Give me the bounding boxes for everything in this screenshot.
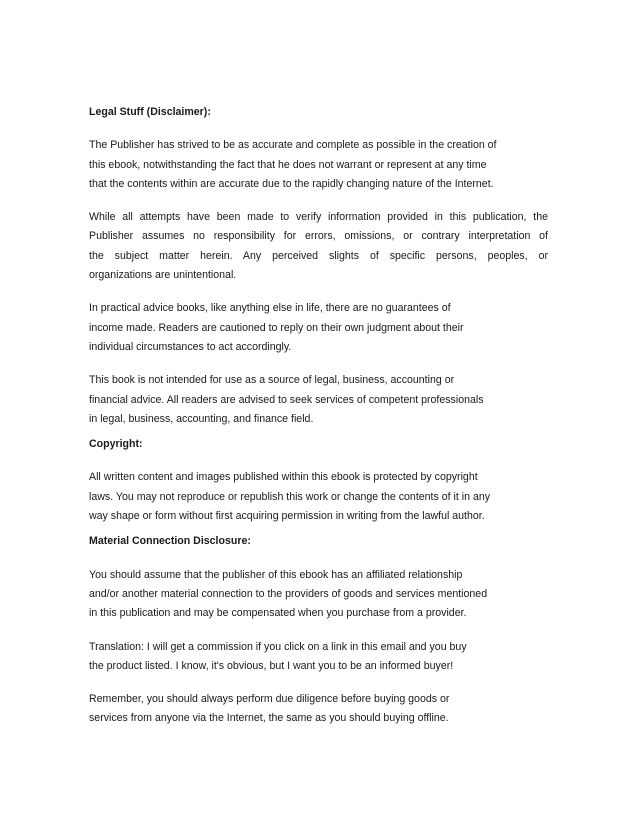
disclaimer-paragraph-2	[89, 208, 548, 285]
text-line: the subject matter herein. Any perceived slights of specific persons, peoples, or	[89, 249, 548, 262]
text-line: Remember, you should always perform due diligence before buying goods or	[89, 693, 450, 706]
text-line: financial advice. All readers are advised to seek services of competent professionals	[89, 393, 484, 406]
text-line: All written content and images published within this ebook is protected by copyright	[89, 471, 478, 484]
text-line: Publisher assumes no responsibility for errors, omissions, or contrary interpretation of	[89, 230, 548, 243]
material-paragraph-3	[89, 690, 548, 729]
text-line: laws. You may not reproduce or republish this work or change the contents of it in any	[89, 490, 491, 503]
text-line: and/or another material connection to the providers of goods and services mentioned	[89, 587, 488, 600]
text-line: services from anyone via the Internet, the same as you should buying offline.	[89, 712, 449, 725]
text-line: in this publication and may be compensated when you purchase from a provider.	[89, 607, 467, 620]
text-line: organizations are unintentional.	[89, 269, 237, 282]
text-line: that the contents within are accurate due to the rapidly changing nature of the Internet.	[89, 177, 494, 190]
text-line: the product listed. I know, it's obvious, but I want you to be an informed buyer!	[89, 659, 454, 672]
text-line: income made. Readers are cautioned to reply on their own judgment about their	[89, 321, 464, 334]
material-paragraph-1	[89, 566, 548, 624]
text-line: The Publisher has strived to be as accurate and complete as possible in the creation of	[89, 139, 497, 152]
text-line: Translation: I will get a commission if you click on a link in this email and you buy	[89, 640, 467, 653]
text-line: You should assume that the publisher of this ebook has an affiliated relationship	[89, 568, 463, 581]
disclaimer-paragraph-3	[89, 299, 548, 357]
text-line: this ebook, notwithstanding the fact that he does not warrant or represent at any time	[89, 158, 487, 171]
disclaimer-paragraph-1	[89, 136, 548, 194]
disclaimer-paragraph-4	[89, 371, 548, 429]
text-line: While all attempts have been made to verify information provided in this publication, the	[89, 211, 548, 224]
text-line: way shape or form without first acquiring permission in writing from the lawful author.	[89, 510, 485, 523]
copyright-heading: Copyright:	[89, 438, 143, 451]
text-line: This book is not intended for use as a source of legal, business, accounting or	[89, 374, 455, 387]
text-line: in legal, business, accounting, and finance field.	[89, 412, 314, 425]
document-body	[89, 103, 548, 729]
text-line: In practical advice books, like anything else in life, there are no guarantees of	[89, 302, 451, 315]
copyright-paragraph	[89, 468, 548, 526]
material-paragraph-2	[89, 638, 548, 677]
disclaimer-heading: Legal Stuff (Disclaimer):	[89, 106, 211, 118]
material-disclosure-heading: Material Connection Disclosure:	[89, 535, 251, 548]
text-line: individual circumstances to act accordingly.	[89, 340, 292, 353]
